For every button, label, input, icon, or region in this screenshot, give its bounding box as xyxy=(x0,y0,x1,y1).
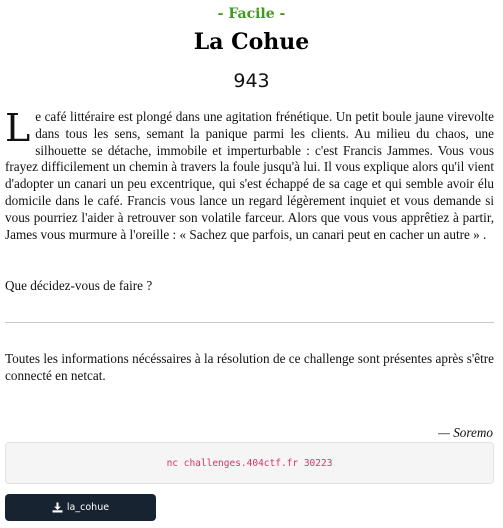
download-icon xyxy=(52,502,63,513)
challenge-question: Que décidez-vous de faire ? xyxy=(5,278,153,293)
description-text: e café littéraire est plongé dans une agitation frénétique. Un petit boule jaune virevolte dans tous les sens, semant la panique parmi les clients. Au milieu du chaos, une silhouette se détache, immobile et imperturbable : c'est Francis Jammes. Vous vous frayez difficilement un chemin à travers la foule jusqu'à lui. Il vous explique alors qu'il vient d'adopter un canari un peu excentrique, qui s'est échappé de sa cage et qui semble avoir élu domicile dans le café. Francis vous lance un regard légèrement inquiet et vous demande si vous pourriez l'aider à retrouver son volatile farceur. Alors que vous vous apprêtiez à partir, James vous murmure à l'oreille : « Sachez que parfois, un canari peut en cacher un autre » . xyxy=(5,109,494,242)
download-file-button[interactable] xyxy=(5,494,156,521)
dropcap-letter: L xyxy=(5,106,31,150)
netcat-command[interactable]: nc challenges.404ctf.fr 30223 xyxy=(166,457,333,469)
challenge-points: 943 xyxy=(233,70,270,92)
challenge-title: La Cohue xyxy=(193,29,310,55)
difficulty-label: - Facile - xyxy=(217,6,286,22)
netcat-command-box[interactable] xyxy=(5,442,494,484)
download-file-label: la_cohue xyxy=(66,502,110,513)
challenge-author: — Soremo xyxy=(438,425,493,440)
netcat-info: Toutes les informations nécéssaires à la résolution de ce challenge sont présentes après s'être connecté en netcat. xyxy=(5,351,494,383)
challenge-description xyxy=(5,106,494,243)
section-divider xyxy=(5,322,494,323)
